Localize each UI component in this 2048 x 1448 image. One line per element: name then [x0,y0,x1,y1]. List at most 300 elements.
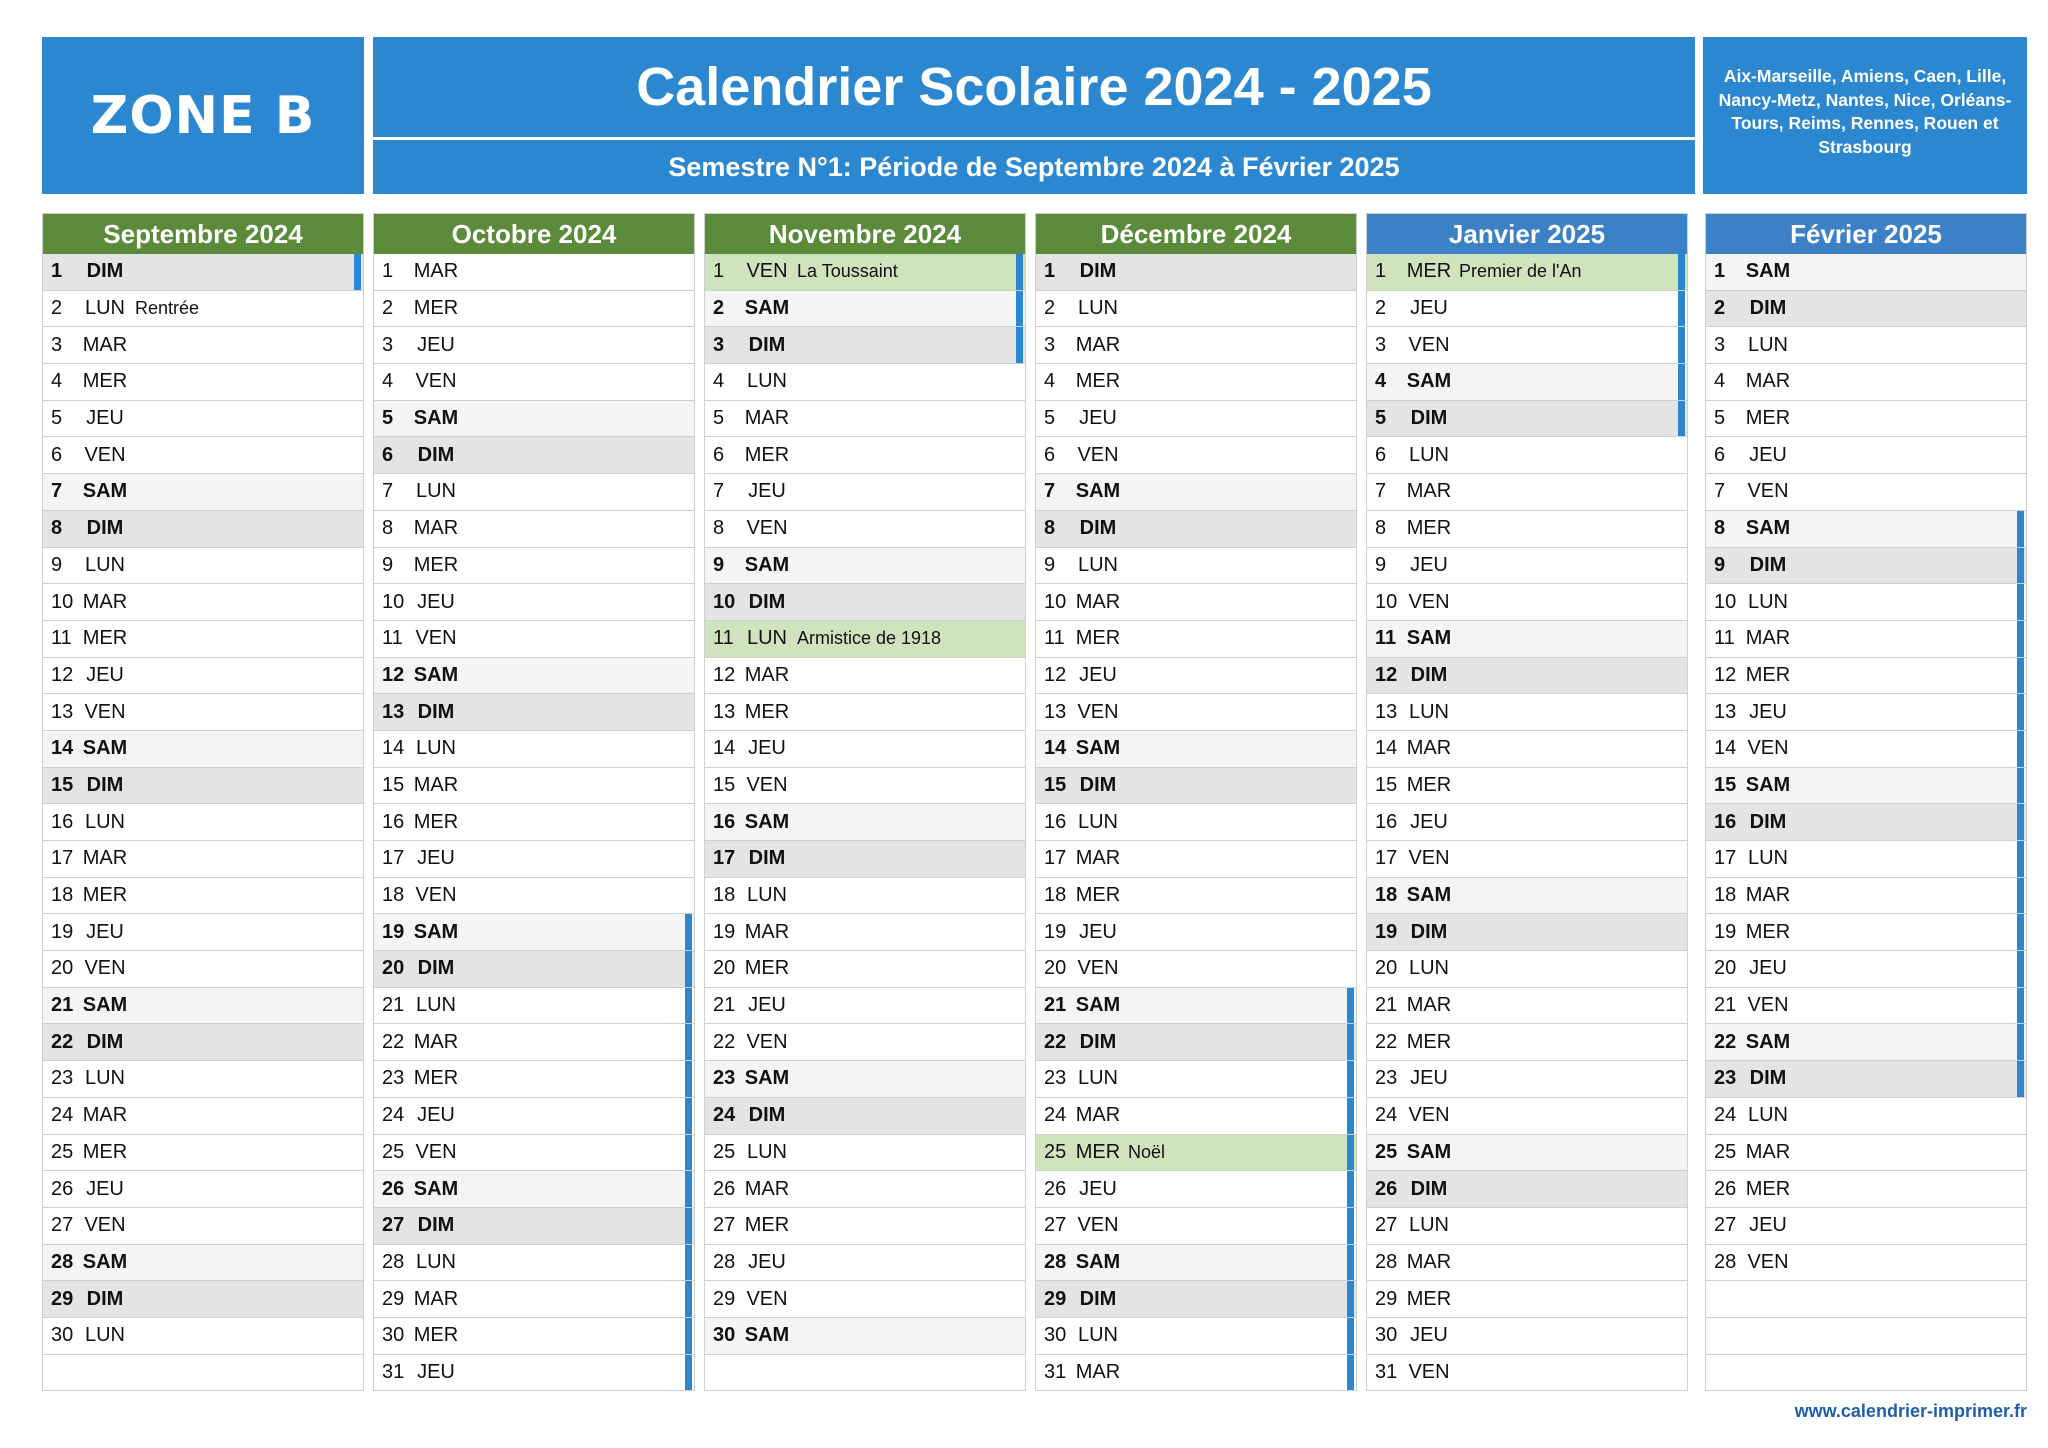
day-row [1036,1281,1356,1318]
day-row [43,1208,363,1245]
day-number: 12 [1714,663,1737,686]
day-row [705,878,1025,915]
day-row [705,437,1025,474]
day-row [1367,1098,1687,1135]
vacation-marker [2017,878,2024,914]
day-number: 4 [1044,370,1056,393]
day-row [43,1061,363,1098]
day-name: MER [413,553,459,576]
day-row [1706,364,2026,401]
day-number: 19 [382,920,405,943]
vacation-marker [2017,1024,2024,1060]
day-number: 9 [713,553,725,576]
day-number: 17 [382,847,405,870]
day-number: 11 [1714,627,1735,650]
day-name: JEU [1410,1067,1448,1090]
day-number: 24 [1375,1104,1398,1127]
month-header: Octobre 2024 [374,214,694,254]
day-name: VEN [1077,957,1119,980]
day-number: 9 [1044,553,1056,576]
vacation-marker [1016,254,1023,290]
day-name: DIM [748,847,786,870]
day-number: 1 [1375,260,1387,283]
day-number: 4 [51,370,63,393]
day-note: Premier de l'An [1459,261,1582,282]
day-row [1706,694,2026,731]
month-column [1705,213,2027,1391]
day-number: 23 [1375,1067,1398,1090]
day-name: VEN [415,884,457,907]
day-name: JEU [1749,957,1787,980]
day-row [1367,621,1687,658]
day-number: 20 [1714,957,1737,980]
day-name: MAR [1745,627,1791,650]
day-number: 14 [51,737,74,760]
day-row [1036,291,1356,328]
day-number: 2 [51,297,63,320]
vacation-marker [685,1098,692,1134]
day-row [1367,841,1687,878]
day-number: 4 [382,370,394,393]
day-number: 26 [382,1177,405,1200]
day-number: 27 [713,1214,736,1237]
day-row [1036,364,1356,401]
day-row [43,584,363,621]
day-row [705,841,1025,878]
day-name: LUN [84,297,125,320]
day-name: SAM [744,297,790,320]
day-row [1367,437,1687,474]
day-name: DIM [748,1104,786,1127]
day-row [43,878,363,915]
day-number: 29 [1375,1287,1398,1310]
vacation-marker [1678,254,1685,290]
day-name: VEN [415,1140,457,1163]
day-row [374,1171,694,1208]
vacation-marker [685,988,692,1024]
day-row [705,768,1025,805]
vacation-marker [2017,658,2024,694]
vacation-marker [1347,1024,1354,1060]
day-number: 7 [1044,480,1056,503]
day-row [1036,511,1356,548]
day-name: MER [1406,517,1452,540]
day-name: MER [82,627,128,650]
day-row [1706,731,2026,768]
vacation-marker [1347,1098,1354,1134]
day-name: MER [1745,920,1791,943]
day-name: DIM [1079,517,1117,540]
day-number: 23 [713,1067,736,1090]
day-number: 8 [1714,517,1726,540]
day-name: SAM [1745,517,1791,540]
day-row [705,327,1025,364]
day-name: MER [744,1214,790,1237]
vacation-marker [354,254,361,290]
day-name: MAR [413,1287,459,1310]
day-name: MER [413,810,459,833]
day-number: 21 [1044,994,1067,1017]
day-name: MER [1406,1030,1452,1053]
day-name: SAM [413,407,459,430]
day-name: LUN [415,994,456,1017]
day-name: MER [1745,663,1791,686]
day-number: 20 [713,957,736,980]
day-name: VEN [746,517,788,540]
day-row [374,437,694,474]
day-name: DIM [86,517,124,540]
day-number: 8 [1375,517,1387,540]
day-row [43,474,363,511]
day-row [374,621,694,658]
day-number: 4 [1375,370,1387,393]
day-row [1706,291,2026,328]
vacation-marker [2017,988,2024,1024]
day-name: VEN [1747,1250,1789,1273]
day-row [1036,768,1356,805]
day-name: JEU [417,590,455,613]
day-row [1367,1208,1687,1245]
day-row [705,988,1025,1025]
day-row [1706,1098,2026,1135]
day-number: 23 [1714,1067,1737,1090]
day-name: JEU [748,994,786,1017]
day-row [1706,327,2026,364]
day-row [1706,401,2026,438]
day-row [1706,437,2026,474]
day-number: 25 [1375,1140,1398,1163]
day-number: 11 [382,627,403,650]
day-row [43,768,363,805]
day-name: LUN [415,480,456,503]
day-number: 20 [1375,957,1398,980]
day-row [1036,1024,1356,1061]
day-row [705,621,1025,658]
day-row [1036,1061,1356,1098]
day-name: DIM [86,260,124,283]
vacation-marker [2017,694,2024,730]
day-row [1367,694,1687,731]
day-row [43,401,363,438]
day-row [1036,1208,1356,1245]
day-name: LUN [1408,1214,1449,1237]
day-row [1706,988,2026,1025]
month-header: Septembre 2024 [43,214,363,254]
day-row [1036,841,1356,878]
day-number: 21 [51,994,74,1017]
day-row [1036,731,1356,768]
day-name: JEU [1079,407,1117,430]
day-name: LUN [746,370,787,393]
day-row [1706,548,2026,585]
day-number: 29 [51,1287,74,1310]
day-name: MAR [413,260,459,283]
day-row [1036,951,1356,988]
day-number: 18 [1044,884,1067,907]
day-number: 28 [713,1250,736,1273]
vacation-marker [2017,841,2024,877]
day-row [1036,401,1356,438]
day-row [705,1024,1025,1061]
day-number: 9 [1375,553,1387,576]
month-header: Janvier 2025 [1367,214,1687,254]
day-name: MER [413,297,459,320]
day-number: 16 [382,810,405,833]
day-row [1036,804,1356,841]
day-name: SAM [1745,1030,1791,1053]
day-name: LUN [1077,810,1118,833]
day-row [1706,841,2026,878]
day-number: 10 [713,590,736,613]
day-name: DIM [1749,1067,1787,1090]
day-number: 24 [713,1104,736,1127]
day-row [43,1245,363,1282]
day-number: 13 [51,700,74,723]
day-row [374,694,694,731]
month-column [373,213,695,1391]
day-name: LUN [1408,443,1449,466]
day-name: JEU [1749,700,1787,723]
day-row [374,914,694,951]
day-row [374,1061,694,1098]
day-name: VEN [84,957,126,980]
day-name: SAM [1075,1250,1121,1273]
day-name: DIM [417,443,455,466]
day-number: 17 [51,847,74,870]
day-name: MAR [1406,994,1452,1017]
day-row [1367,511,1687,548]
day-row [374,768,694,805]
vacation-marker [2017,511,2024,547]
day-name: VEN [1408,590,1450,613]
day-row [43,694,363,731]
day-name: DIM [1410,407,1448,430]
day-number: 3 [51,333,63,356]
day-row [705,474,1025,511]
day-number: 20 [1044,957,1067,980]
day-name: SAM [413,1177,459,1200]
day-number: 12 [713,663,736,686]
day-number: 10 [1044,590,1067,613]
day-number: 25 [51,1140,74,1163]
vacation-marker [2017,914,2024,950]
day-name: MAR [413,773,459,796]
day-name: MAR [1075,847,1121,870]
day-number: 22 [382,1030,405,1053]
day-row [1367,401,1687,438]
day-number: 19 [1375,920,1398,943]
day-name: LUN [746,627,787,650]
day-number: 18 [1375,884,1398,907]
day-name: LUN [1408,957,1449,980]
day-name: DIM [1079,260,1117,283]
footer-website-link[interactable]: www.calendrier-imprimer.fr [1794,1401,2027,1421]
day-row [1036,658,1356,695]
day-name: DIM [1749,553,1787,576]
day-name: MAR [413,1030,459,1053]
day-number: 3 [713,333,725,356]
day-name: VEN [746,1030,788,1053]
day-row [1036,1318,1356,1355]
day-row [1367,878,1687,915]
day-number: 6 [713,443,725,466]
day-name: JEU [748,480,786,503]
vacation-marker [2017,951,2024,987]
day-number: 30 [382,1324,405,1347]
page-title: Calendrier Scolaire 2024 - 2025 [636,57,1432,117]
day-number: 3 [1714,333,1726,356]
day-row [1367,1135,1687,1172]
day-name: MAR [1406,1250,1452,1273]
day-name: DIM [1410,663,1448,686]
day-name: MER [744,443,790,466]
day-name: LUN [1077,1324,1118,1347]
day-row [43,658,363,695]
month-header: Novembre 2024 [705,214,1025,254]
day-number: 31 [1044,1360,1067,1383]
day-number: 26 [1044,1177,1067,1200]
day-number: 12 [1375,663,1398,686]
day-number: 13 [1044,700,1067,723]
vacation-marker [1678,364,1685,400]
day-row [1036,548,1356,585]
day-name: JEU [1410,297,1448,320]
day-number: 25 [1044,1140,1067,1163]
day-name: LUN [1747,333,1788,356]
day-name: MER [82,370,128,393]
day-row [374,988,694,1025]
vacation-marker [2017,584,2024,620]
day-row [374,1135,694,1172]
day-row [43,1098,363,1135]
day-name: JEU [417,847,455,870]
day-number: 22 [1375,1030,1398,1053]
day-name: MAR [1075,1360,1121,1383]
day-row [1367,1281,1687,1318]
day-name: JEU [86,407,124,430]
day-number: 11 [713,627,734,650]
vacation-marker [685,1061,692,1097]
day-row [1036,878,1356,915]
day-number: 2 [1714,297,1726,320]
day-row [43,1171,363,1208]
day-name: LUN [1747,590,1788,613]
day-row [1367,731,1687,768]
day-number: 18 [713,884,736,907]
day-name: DIM [417,700,455,723]
day-row [374,1281,694,1318]
day-row [1367,291,1687,328]
empty-row [43,1355,363,1392]
month-header: Décembre 2024 [1036,214,1356,254]
day-number: 28 [1044,1250,1067,1273]
day-row [705,1208,1025,1245]
day-number: 19 [51,920,74,943]
day-row [1706,474,2026,511]
day-row [1706,584,2026,621]
day-row [1367,327,1687,364]
vacation-marker [1016,327,1023,363]
day-name: LUN [1077,297,1118,320]
day-row [43,951,363,988]
day-row [705,254,1025,291]
day-name: VEN [746,773,788,796]
day-name: SAM [1745,773,1791,796]
day-number: 1 [1714,260,1726,283]
day-name: MER [1745,407,1791,430]
day-name: SAM [1745,260,1791,283]
day-number: 8 [382,517,394,540]
day-number: 30 [51,1324,74,1347]
day-row [1706,1245,2026,1282]
vacation-marker [685,1208,692,1244]
day-name: JEU [1410,810,1448,833]
day-row [43,1318,363,1355]
day-row [705,804,1025,841]
day-row [43,291,363,328]
day-number: 28 [1375,1250,1398,1273]
day-name: SAM [413,663,459,686]
day-number: 7 [1375,480,1387,503]
day-name: LUN [84,810,125,833]
day-name: JEU [417,333,455,356]
vacation-marker [685,914,692,950]
day-name: VEN [415,627,457,650]
day-name: VEN [84,443,126,466]
day-row [1706,1208,2026,1245]
day-row [1706,658,2026,695]
day-row [1036,1171,1356,1208]
day-name: LUN [84,553,125,576]
day-name: MAR [744,920,790,943]
day-number: 21 [1375,994,1398,1017]
vacation-marker [2017,548,2024,584]
day-number: 11 [51,627,72,650]
day-name: SAM [1406,884,1452,907]
day-name: MER [1075,370,1121,393]
day-row [705,694,1025,731]
day-number: 2 [382,297,394,320]
day-row [374,364,694,401]
day-name: VEN [1408,333,1450,356]
day-name: DIM [1410,920,1448,943]
day-name: JEU [1079,920,1117,943]
day-name: SAM [744,1067,790,1090]
day-number: 14 [1044,737,1067,760]
day-number: 21 [382,994,405,1017]
day-row [1367,1355,1687,1392]
day-name: MAR [744,663,790,686]
day-name: MAR [1406,480,1452,503]
day-row [1367,1171,1687,1208]
vacation-marker [1347,988,1354,1024]
day-row [705,1281,1025,1318]
day-name: MER [744,957,790,980]
day-row [1036,694,1356,731]
day-number: 16 [51,810,74,833]
day-row [43,841,363,878]
day-name: SAM [744,810,790,833]
day-name: JEU [417,1104,455,1127]
day-name: JEU [86,1177,124,1200]
day-row [1036,1135,1356,1172]
day-number: 25 [713,1140,736,1163]
day-name: MAR [1075,333,1121,356]
day-row [43,254,363,291]
vacation-marker [1347,1061,1354,1097]
day-number: 1 [51,260,63,283]
day-number: 4 [1714,370,1726,393]
